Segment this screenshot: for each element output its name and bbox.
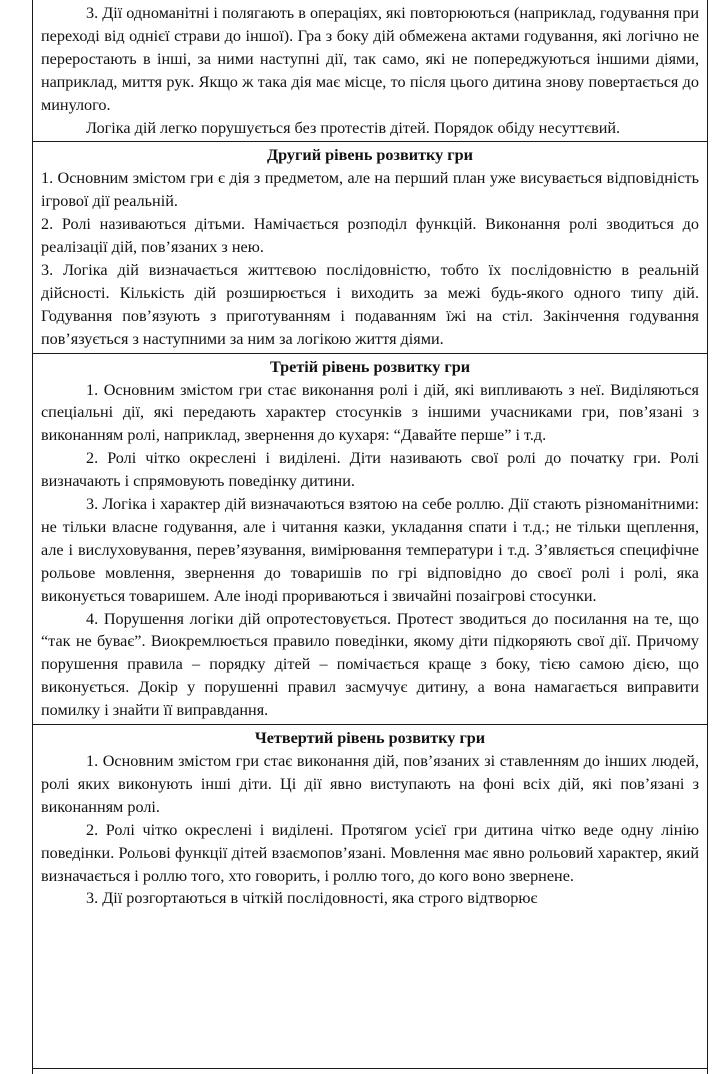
level-one-continuation-section xyxy=(33,0,707,142)
paragraph: 1. Основним змістом гри є дія з предметом, але на перший план уже висувається відповідність ігрової дії реальній. xyxy=(41,169,699,211)
table-bottom-border xyxy=(32,1068,708,1069)
level-two-section xyxy=(33,142,707,353)
section-heading: Четвертий рівень розвитку гри xyxy=(254,729,486,748)
paragraph: 1. Основним змістом гри стає виконання дій, пов’язаних зі ставленням до інших людей, ролі яких виконують інші діти. Ці дії явно виступають на фоні всіх дій, які пов’язані з виконанням ролі. xyxy=(41,752,699,816)
paragraph: 3. Логіка дій визначається життєвою послідовністю, тобто їх послідовністю в реальній дійсності. Кількість дій розширюється і виходить за межі будь-якого одного типу дій. Годування пов’язують з приготуванням і подаванням їжі на стіл. Закінчення годування пов’язується з наступними за ним за логікою життя діями. xyxy=(41,260,699,348)
paragraph: 4. Порушення логіки дій опротестовується. Протест зводиться до посилання на те, що “так не буває”. Виокремлюється правило поведінки, якому діти підкоряють свої дії. Причому порушення правила – порядку дітей – помічається краще з боку, тією самою дією, що виконується. Докір у порушенні правил засмучує дитину, а вона намагається виправити помилку і знайти її виправдання. xyxy=(41,609,699,720)
paragraph: 3. Логіка і характер дій визначаються взятою на себе роллю. Дії стають різноманітними: не тільки власне годування, але і читання казки, укладання спати і т.д.; не тільки щеплення, але і вислуховування, перев’язування, вимірювання температури і т.д. З’являється специфічне рольове мовлення, звернення до товаришів по грі відповідно до своєї ролі і ролі, яка виконується товаришем. Але іноді прориваються і звичайні позаігрові стосунки. xyxy=(41,495,699,605)
section-heading: Другий рівень розвитку гри xyxy=(267,146,473,165)
paragraph: 3. Дії одноманітні і полягають в операціях, які повторюються (наприклад, годування при переході від однієї страви до іншої). Гра з боку дій обмежена актами годування, які логічно не переростають в інші, за ними наступні дії, так само, які не попереджуються іншими діями, наприклад, миття рук. Якщо ж така дія має місце, то після цього дитина знову повертається до минулого. xyxy=(41,4,699,114)
paragraph: Логіка дій легко порушується без протестів дітей. Порядок обіду несуттєвий. xyxy=(86,118,621,137)
paragraph: 2. Ролі чітко окреслені і виділені. Протягом усієї гри дитина чітко веде одну лінію поведінки. Рольові функції дітей взаємопов’язані. Мовлення має явно рольовий характер, який визначається і роллю того, хто говорить, і роллю того, до кого воно звернене. xyxy=(41,820,699,885)
paragraph: 2. Ролі називаються дітьми. Намічається розподіл функцій. Виконання ролі зводиться до реалізації дій, пов’язаних з нею. xyxy=(41,215,699,257)
paragraph: 2. Ролі чітко окреслені і виділені. Діти називають свої ролі до початку гри. Ролі визначають і спрямовують поведінку дитини. xyxy=(41,449,699,491)
section-heading: Третій рівень розвитку гри xyxy=(269,357,471,376)
paragraph: 3. Дії розгортаються в чіткій послідовності, яка строго відтворює xyxy=(86,889,538,908)
paragraph: 1. Основним змістом гри стає виконання ролі і дій, які випливають з неї. Виділяються спеціальні дії, які передають характер стосунків з іншими учасниками гри, пов’язані з виконанням ролі, наприклад, звернення до кухаря: “Давайте перше” і т.д. xyxy=(41,380,699,445)
level-three-section xyxy=(33,354,707,726)
document-page xyxy=(32,0,708,1074)
level-four-section xyxy=(33,725,707,912)
